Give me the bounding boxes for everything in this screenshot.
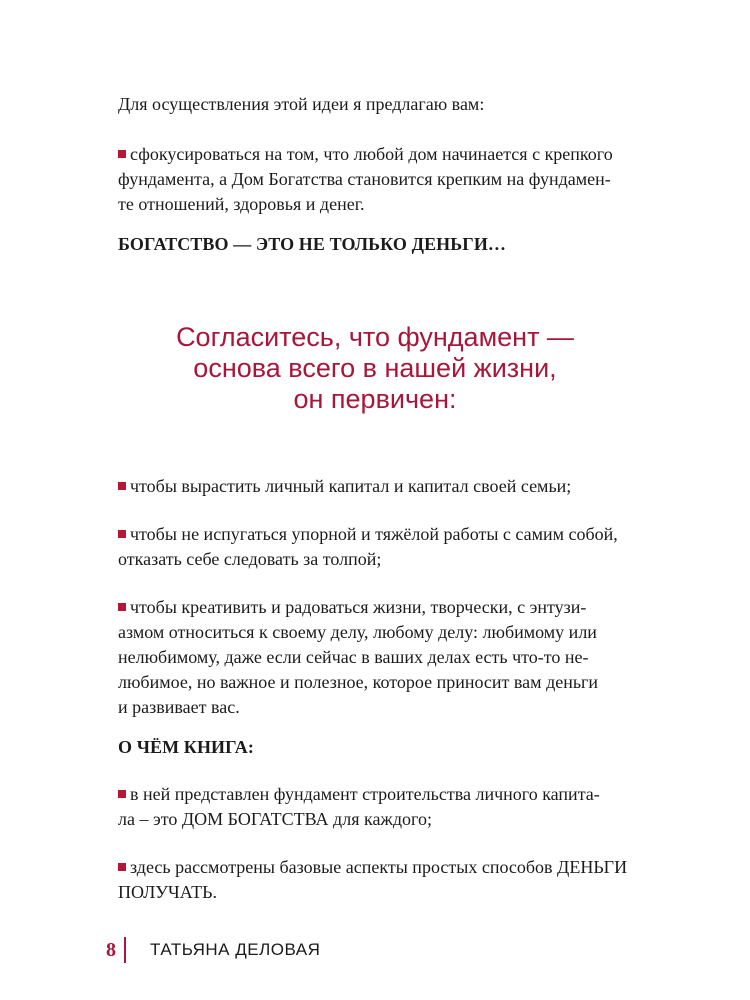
bullet-line: азмом относиться к своему делу, любому делу: любимому или [118,622,597,642]
bullet-line: сфокусироваться на том, что любой дом начинается с крепкого [130,144,613,164]
bullet-line: ла – это ДОМ БОГАТСТВА для каждого; [118,809,432,829]
footer-divider [124,937,126,963]
bullet-line: чтобы креативить и радоваться жизни, творчески, с энтузи- [130,597,587,617]
intro-paragraph: Для осуществления этой идеи я предлагаю вам: [118,94,485,114]
bullet-square-icon [118,482,126,490]
bullet-item-capital [118,474,638,499]
bullet-line: любимое, но важное и полезное, которое приносит вам деньги [118,672,599,692]
quote-line: основа всего в нашей жизни, [193,353,557,383]
pull-quote [100,322,650,415]
bullet-item-work [118,522,638,572]
section-heading-about-book: О ЧЁМ КНИГА: [118,737,254,757]
bullet-line: фундамента, а Дом Богатства становится крепким на фундамен- [118,169,611,189]
bullet-line: чтобы вырастить личный капитал и капитал своей семьи; [130,476,572,496]
page-footer [106,935,320,965]
bullet-line: те отношений, здоровья и денег. [118,194,365,214]
bullet-line: нелюбимому, даже если сейчас в ваших делах есть что-то не- [118,647,589,667]
bullet-line: отказать себе следовать за толпой; [118,549,382,569]
page-number: 8 [106,938,116,961]
bullet-item-foundation [118,782,638,832]
author-name: ТАТЬЯНА ДЕЛОВАЯ [150,940,321,959]
bullet-square-icon [118,603,126,611]
bullet-line: ПОЛУЧАТЬ. [118,882,217,902]
bullet-square-icon [118,863,126,871]
bullet-line: и развивает вас. [118,697,240,717]
bullet-item-creative [118,595,638,720]
quote-line: он первичен: [293,384,457,414]
bullet-line: чтобы не испугаться упорной и тяжёлой работы с самим собой, [130,524,618,544]
bullet-square-icon [118,790,126,798]
bullet-line: в ней представлен фундамент строительства личного капита- [130,784,600,804]
bullet-square-icon [118,530,126,538]
bullet-line: здесь рассмотрены базовые аспекты простых способов ДЕНЬГИ [130,857,628,877]
bullet-item-focus [118,142,638,217]
bullet-square-icon [118,150,126,158]
section-heading-wealth: БОГАТСТВО — ЭТО НЕ ТОЛЬКО ДЕНЬГИ… [118,234,507,254]
bullet-item-aspects [118,855,638,905]
quote-line: Согласитесь, что фундамент — [176,322,574,352]
